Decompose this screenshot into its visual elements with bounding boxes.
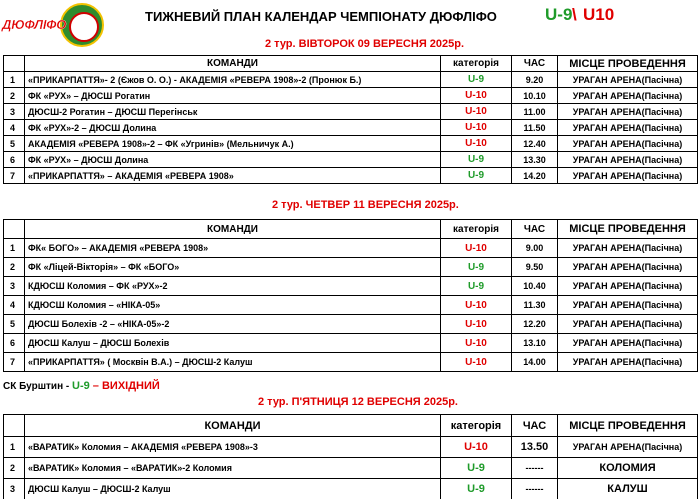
match-number: 4 [4,120,25,136]
match-row [4,168,698,184]
match-category: U-9 [441,168,512,184]
match-category: U-10 [441,296,512,315]
day-3-title: 2 тур. П'ЯТНИЦЯ 12 ВЕРЕСНЯ 2025р. [258,396,458,408]
match-number: 1 [4,239,25,258]
match-teams: ФК «Ліцей-Вікторія» – ФК «БОГО» [25,258,441,277]
match-row [4,104,698,120]
match-row [4,120,698,136]
day-1-schedule-table [3,55,698,184]
match-number: 7 [4,353,25,372]
match-teams: «ВАРАТИК» Коломия – АКАДЕМІЯ «РЕВЕРА 1908»-3 [25,437,441,458]
match-row [4,277,698,296]
match-teams: «ВАРАТИК» Коломия – «ВАРАТИК»-2 Коломия [25,458,441,479]
match-venue: УРАГАН АРЕНА(Пасічна) [558,104,698,120]
match-venue: УРАГАН АРЕНА(Пасічна) [558,334,698,353]
match-time: 10.10 [512,88,558,104]
match-venue: УРАГАН АРЕНА(Пасічна) [558,437,698,458]
col-num [4,220,25,239]
match-number: 2 [4,258,25,277]
match-venue: УРАГАН АРЕНА(Пасічна) [558,168,698,184]
match-teams: ДЮСШ-2 Рогатин – ДЮСШ Перегінськ [25,104,441,120]
match-venue: УРАГАН АРЕНА(Пасічна) [558,152,698,168]
match-category: U-9 [441,152,512,168]
match-teams: ФК «РУХ»-2 – ДЮСШ Долина [25,120,441,136]
match-number: 6 [4,334,25,353]
bye-note [3,380,160,392]
match-row [4,353,698,372]
match-row [4,296,698,315]
day-1-title: 2 тур. ВІВТОРОК 09 ВЕРЕСНЯ 2025р. [265,38,465,50]
match-teams: КДЮСШ Коломия – «НІКА-05» [25,296,441,315]
col-category: категорія [441,56,512,72]
match-time: ------ [512,458,558,479]
match-category: U-10 [441,136,512,152]
match-venue: УРАГАН АРЕНА(Пасічна) [558,353,698,372]
match-time: 9.50 [512,258,558,277]
match-teams: «ПРИКАРПАТТЯ»- 2 (Єжов О. О.) - АКАДЕМІЯ «РЕВЕРА 1908»-2 (Пронюк Б.) [25,72,441,88]
match-time: 9.20 [512,72,558,88]
bye-team: СК Бурштин - [3,381,73,392]
match-time: ------ [512,479,558,499]
match-venue: УРАГАН АРЕНА(Пасічна) [558,88,698,104]
match-category: U-9 [441,277,512,296]
match-time: 12.20 [512,315,558,334]
bye-label: – ВИХІДНИЙ [89,380,160,392]
match-row [4,239,698,258]
match-category: U-9 [441,479,512,499]
match-row [4,334,698,353]
col-time: ЧАС [512,415,558,437]
match-venue: УРАГАН АРЕНА(Пасічна) [558,136,698,152]
match-teams: «ПРИКАРПАТТЯ» – АКАДЕМІЯ «РЕВЕРА 1908» [25,168,441,184]
match-teams: КДЮСШ Коломия – ФК «РУХ»-2 [25,277,441,296]
col-num [4,56,25,72]
match-teams: ДЮСШ Болехів -2 – «НІКА-05»-2 [25,315,441,334]
match-row [4,72,698,88]
match-time: 11.30 [512,296,558,315]
match-category: U-10 [441,353,512,372]
match-number: 3 [4,479,25,499]
match-row [4,458,698,479]
col-time: ЧАС [512,56,558,72]
match-number: 2 [4,458,25,479]
match-venue: КОЛОМИЯ [558,458,698,479]
match-teams: АКАДЕМІЯ «РЕВЕРА 1908»-2 – ФК «Угринів» (Мельничук А.) [25,136,441,152]
match-category: U-10 [441,88,512,104]
match-number: 5 [4,315,25,334]
col-venue: МІСЦЕ ПРОВЕДЕННЯ [558,415,698,437]
match-time: 14.00 [512,353,558,372]
match-number: 2 [4,88,25,104]
match-venue: УРАГАН АРЕНА(Пасічна) [558,296,698,315]
match-number: 3 [4,277,25,296]
col-category: категорія [441,220,512,239]
match-teams: ФК« БОГО» – АКАДЕМІЯ «РЕВЕРА 1908» [25,239,441,258]
bye-category: U-9 [72,380,90,392]
day-2-title: 2 тур. ЧЕТВЕР 11 ВЕРЕСНЯ 2025р. [272,199,459,211]
match-number: 1 [4,437,25,458]
match-teams: ФК «РУХ» – ДЮСШ Рогатин [25,88,441,104]
match-category: U-9 [441,258,512,277]
match-venue: УРАГАН АРЕНА(Пасічна) [558,277,698,296]
match-time: 11.50 [512,120,558,136]
day-2-schedule-table [3,219,698,372]
football-emblem-icon [60,3,104,47]
match-row [4,88,698,104]
match-venue: УРАГАН АРЕНА(Пасічна) [558,258,698,277]
match-time: 13.30 [512,152,558,168]
age-group-u9: U-9 [545,5,573,24]
age-group-separator: \ [572,5,577,24]
col-venue: МІСЦЕ ПРОВЕДЕННЯ [558,56,698,72]
match-number: 1 [4,72,25,88]
match-time: 11.00 [512,104,558,120]
match-number: 3 [4,104,25,120]
match-number: 7 [4,168,25,184]
match-venue: УРАГАН АРЕНА(Пасічна) [558,239,698,258]
match-category: U-10 [441,104,512,120]
match-time: 9.00 [512,239,558,258]
match-number: 6 [4,152,25,168]
day-3-schedule-table [3,414,698,499]
match-category: U-10 [441,334,512,353]
match-number: 4 [4,296,25,315]
league-logo [2,2,110,46]
age-group-u10: U10 [583,5,615,24]
col-time: ЧАС [512,220,558,239]
table-header-row [4,56,698,72]
col-venue: МІСЦЕ ПРОВЕДЕННЯ [558,220,698,239]
match-category: U-10 [441,437,512,458]
match-number: 5 [4,136,25,152]
match-category: U-9 [441,72,512,88]
match-venue: УРАГАН АРЕНА(Пасічна) [558,72,698,88]
match-row [4,152,698,168]
match-time: 13.50 [512,437,558,458]
match-row [4,437,698,458]
col-teams: КОМАНДИ [25,415,441,437]
match-row [4,258,698,277]
match-venue: УРАГАН АРЕНА(Пасічна) [558,315,698,334]
match-teams: ФК «РУХ» – ДЮСШ Долина [25,152,441,168]
match-row [4,479,698,499]
match-time: 12.40 [512,136,558,152]
match-teams: «ПРИКАРПАТТЯ» ( Москвін В.А.) – ДЮСШ-2 Калуш [25,353,441,372]
match-venue: УРАГАН АРЕНА(Пасічна) [558,120,698,136]
match-venue: КАЛУШ [558,479,698,499]
page-title: ТИЖНЕВИЙ ПЛАН КАЛЕНДАР ЧЕМПІОНАТУ ДЮФЛІФО [145,9,497,24]
col-teams: КОМАНДИ [25,220,441,239]
match-time: 10.40 [512,277,558,296]
match-teams: ДЮСШ Калуш – ДЮСШ-2 Калуш [25,479,441,499]
match-row [4,136,698,152]
match-time: 13.10 [512,334,558,353]
col-category: категорія [441,415,512,437]
match-teams: ДЮСШ Калуш – ДЮСШ Болехів [25,334,441,353]
col-num [4,415,25,437]
table-header-row [4,415,698,437]
match-category: U-10 [441,239,512,258]
table-header-row [4,220,698,239]
match-category: U-10 [441,120,512,136]
match-row [4,315,698,334]
logo-text: ДЮФЛІФО [2,17,67,32]
match-category: U-10 [441,315,512,334]
match-time: 14.20 [512,168,558,184]
match-category: U-9 [441,458,512,479]
col-teams: КОМАНДИ [25,56,441,72]
